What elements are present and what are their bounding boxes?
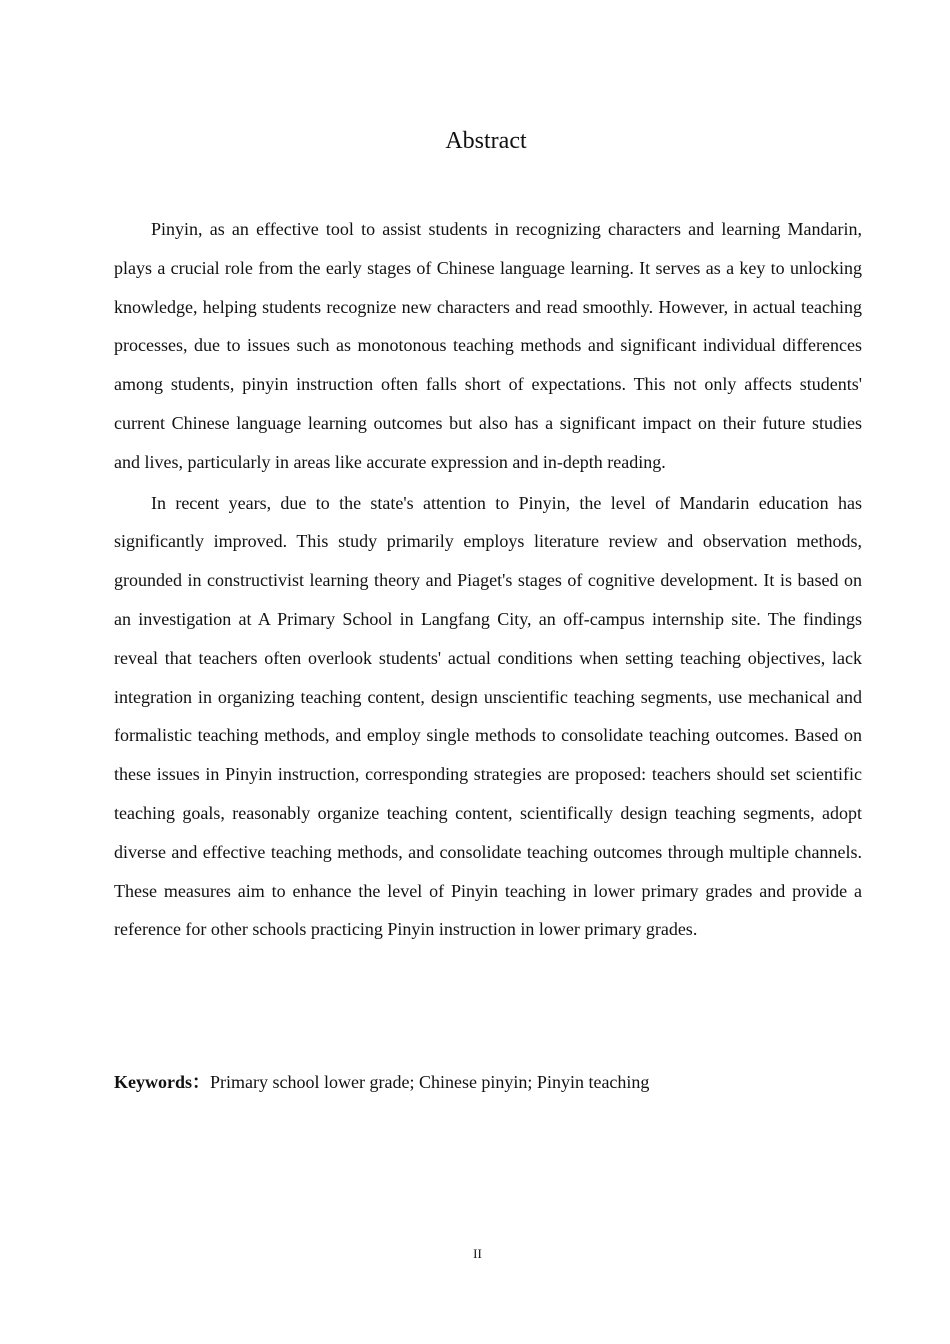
keywords-label: Keywords： (114, 1072, 210, 1092)
abstract-paragraph-1: Pinyin, as an effective tool to assist students in recognizing characters and learning Mandarin, plays a crucial role from the early stages of Chinese language learning. It serves as a key to unlocking knowledge, helping students recognize new characters and read smoothly. However, in actual teaching processes, due to issues such as monotonous teaching methods and significant individual differences among students, pinyin instruction often falls short of expectations. This not only affects students' current Chinese language learning outcomes but also has a significant impact on their future studies and lives, particularly in areas like accurate expression and in-depth reading. (114, 219, 862, 472)
abstract-paragraph-2: In recent years, due to the state's attention to Pinyin, the level of Mandarin education has significantly improved. This study primarily employs literature review and observation methods, grounded in constructivist learning theory and Piaget's stages of cognitive development. It is based on an investigation at A Primary School in Langfang City, an off-campus internship site. The findings reveal that teachers often overlook students' actual conditions when setting teaching objectives, lack integration in organizing teaching content, design unscientific teaching segments, use mechanical and formalistic teaching methods, and employ single methods to consolidate teaching outcomes. Based on these issues in Pinyin instruction, corresponding strategies are proposed: teachers should set scientific teaching goals, reasonably organize teaching content, scientifically design teaching segments, adopt diverse and effective teaching methods, and consolidate teaching outcomes through multiple channels. These measures aim to enhance the level of Pinyin teaching in lower primary grades and provide a reference for other schools practicing Pinyin instruction in lower primary grades. (114, 492, 862, 940)
keywords-line (114, 1066, 862, 1098)
page-title: Abstract (445, 128, 527, 154)
abstract-body (114, 210, 862, 951)
keywords-text: Primary school lower grade; Chinese pinyin; Pinyin teaching (210, 1072, 650, 1092)
page-number: II (473, 1246, 482, 1261)
